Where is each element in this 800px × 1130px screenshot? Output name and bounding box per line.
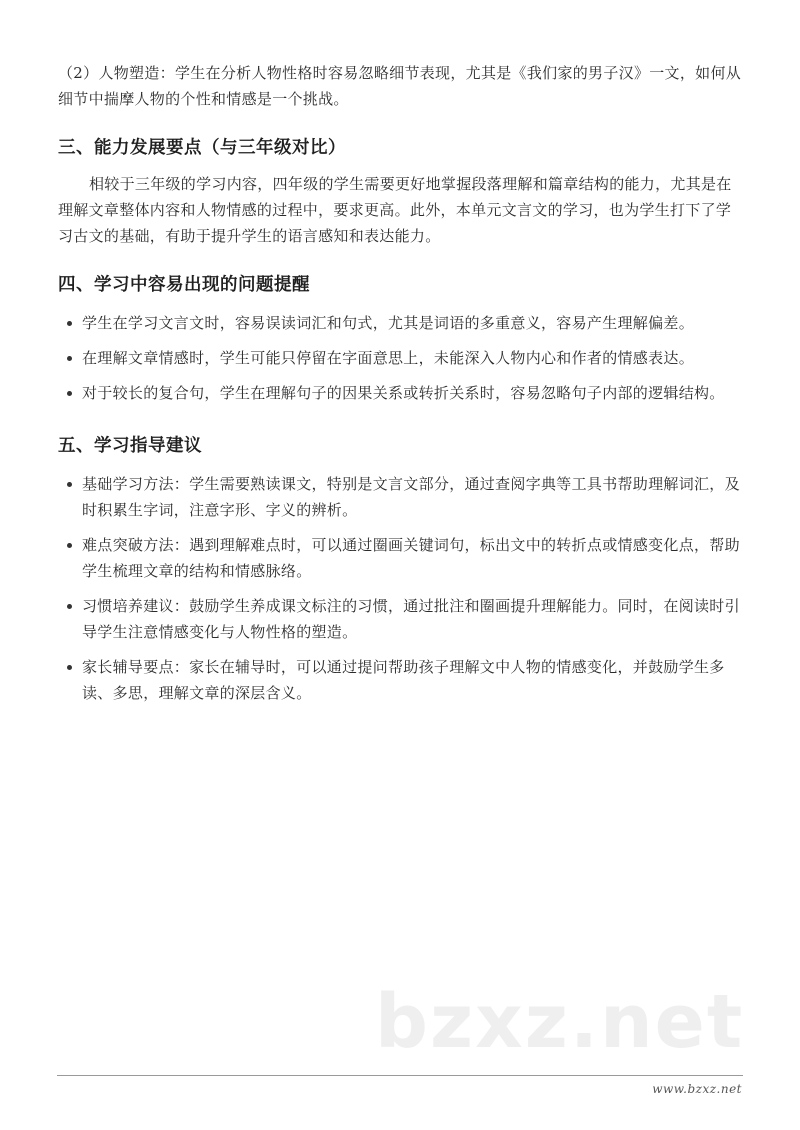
bullet-icon (67, 321, 72, 326)
study-guidance-list (58, 471, 744, 706)
list-item-text: 学生在学习文言文时，容易误读词汇和句式，尤其是词语的多重意义，容易产生理解偏差。 (82, 314, 695, 332)
list-item-text: 对于较长的复合句，学生在理解句子的因果关系或转折关系时，容易忽略句子内部的逻辑结构。 (82, 384, 725, 402)
document-page (58, 60, 744, 715)
intro-paragraph: （2）人物塑造：学生在分析人物性格时容易忽略细节表现，尤其是《我们家的男子汉》一文，如何从细节中揣摩人物的个性和情感是一个挑战。 (58, 64, 742, 108)
bullet-icon (67, 665, 72, 670)
list-item-text: 习惯培养建议：鼓励学生养成课文标注的习惯，通过批注和圈画提升理解能力。同时，在阅读时引导学生注意情感变化与人物性格的塑造。 (82, 597, 740, 641)
bullet-icon (67, 482, 72, 487)
bullet-icon (67, 391, 72, 396)
section-heading-common-problems: 四、学习中容易出现的问题提醒 (58, 275, 310, 295)
list-item-text: 在理解文章情感时，学生可能只停留在字面意思上，未能深入人物内心和作者的情感表达。 (82, 349, 695, 367)
footer-divider (57, 1075, 743, 1076)
section-heading-ability-development: 三、能力发展要点（与三年级对比） (58, 138, 346, 158)
list-item (58, 380, 744, 406)
list-item (58, 345, 744, 371)
list-item (58, 593, 744, 645)
common-problems-list (58, 310, 744, 406)
section-heading-study-guidance: 五、学习指导建议 (58, 436, 202, 456)
bullet-icon (67, 604, 72, 609)
list-item (58, 654, 744, 706)
list-item-text: 难点突破方法：遇到理解难点时，可以通过圈画关键词句，标出文中的转折点或情感变化点，帮助学生梳理文章的结构和情感脉络。 (82, 536, 740, 580)
ability-development-paragraph: 相较于三年级的学习内容，四年级的学生需要更好地掌握段落理解和篇章结构的能力，尤其是在理解文章整体内容和人物情感的过程中，要求更高。此外，本单元文言文的学习，也为学生打下了学习古文的基础，有助于提升学生的语言感知和表达能力。 (58, 175, 732, 245)
footer-url: www.bzxz.net (652, 1082, 742, 1096)
list-item (58, 532, 744, 584)
bullet-icon (67, 356, 72, 361)
bullet-icon (67, 543, 72, 548)
list-item-text: 家长辅导要点：家长在辅导时，可以通过提问帮助孩子理解文中人物的情感变化，并鼓励学生多读、多思，理解文章的深层含义。 (82, 658, 725, 702)
list-item (58, 471, 744, 523)
watermark: bzxz.net (375, 979, 745, 1065)
list-item (58, 310, 744, 336)
list-item-text: 基础学习方法：学生需要熟读课文，特别是文言文部分，通过查阅字典等工具书帮助理解词汇，及时积累生字词，注意字形、字义的辨析。 (82, 475, 740, 519)
